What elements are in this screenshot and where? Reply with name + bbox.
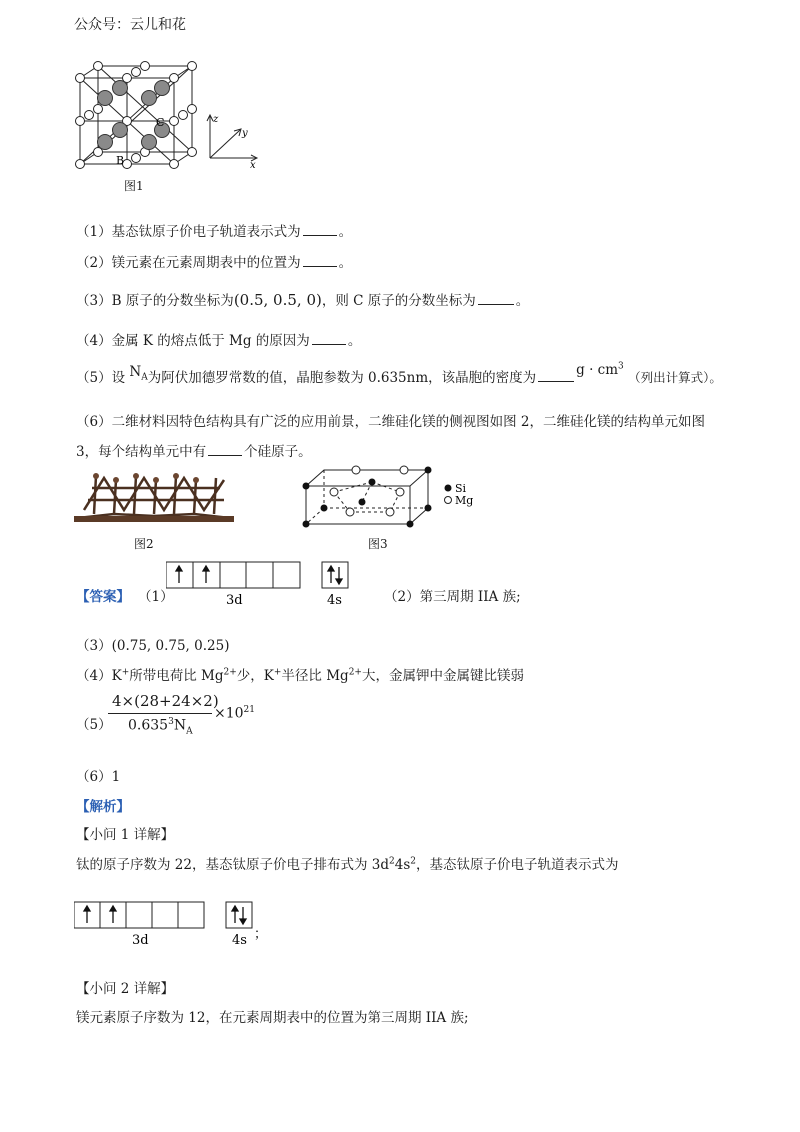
axis-z-label: z (213, 114, 219, 125)
figure-1-crystal-cell (70, 58, 270, 193)
answer-tag: 【答案】 (76, 589, 130, 605)
analysis-tag: 【解析】 (76, 799, 130, 815)
answer-6: （6）1 (76, 769, 121, 785)
account-header: 公众号：云儿和花 (74, 17, 186, 33)
fig3-caption: 图3 (368, 537, 388, 551)
question-2: （2）镁元素在元素周期表中的位置为 。 (76, 255, 353, 271)
question-5: （5）设 $N_A$为阿伏加德罗常数的值，晶胞参数为 0.635nm，该晶胞的密度为 $g \cdot cm^3$ （列出计算式）。 (76, 361, 722, 386)
sub2-text: 镁元素原子序数为 12，在元素周期表中的位置为第三周期 IIA 族; (76, 1010, 469, 1026)
axis-x-label: x (250, 160, 256, 171)
analysis-orbital-diagram (74, 900, 274, 950)
si-legend-icon (445, 485, 452, 492)
figure-3-structure-unit (300, 462, 490, 532)
question-6-line-2: 3，每个结构单元中有 个硅原子。 (76, 444, 312, 460)
answer-5-multiplier: $\times 10^{21}$ (214, 705, 255, 722)
answer-4: （4）K+所带电荷比 $Mg^{2+}$少，K+半径比 $Mg^{2+}$大，金属钾中金属键比镁弱 (76, 667, 524, 684)
answer-2: （2）第三周期 IIA 族; (384, 589, 521, 605)
answer-5-numerator: 4×(28+24×2) (112, 692, 219, 710)
analysis-orb-3d-label: 3d (132, 933, 149, 948)
sub2-title: 【小问 2 详解】 (76, 981, 175, 997)
answer-5-number: （5） (76, 717, 112, 733)
answer-5-denominator: $0.635^3N_A$ (128, 717, 193, 737)
figure-2-side-view (74, 470, 234, 530)
mg-legend-icon (445, 497, 452, 504)
fig2-caption: 图2 (134, 537, 154, 551)
answer-5-fraction-bar (108, 713, 212, 714)
question-4: （4）金属 K 的熔点低于 Mg 的原因为 。 (76, 333, 362, 349)
answer-1-orbital-diagram (166, 560, 356, 610)
answer-1-number: （1） (138, 589, 174, 605)
fig1-label-c: C (156, 116, 165, 129)
answer-orb-3d-label: 3d (226, 593, 243, 608)
axis-y-label: y (242, 128, 248, 139)
legend-si: Si (455, 482, 467, 495)
answer-3: （3）(0.75, 0.75, 0.25) (76, 638, 230, 654)
sub1-text: 钛的原子序数为 22，基态钛原子价电子排布式为 $3d^24s^2$，基态钛原子价电子轨道表示式为 (76, 856, 619, 873)
question-1: （1）基态钛原子价电子轨道表示式为 。 (76, 224, 353, 240)
analysis-orb-4s-label: 4s (232, 933, 247, 948)
answer-orb-4s-label: 4s (327, 593, 342, 608)
fig1-label-b: B (116, 154, 125, 167)
question-6-line-1: （6）二维材料因特色结构具有广泛的应用前景，二维硅化镁的侧视图如图 2，二维硅化镁的结构单元如图 (76, 414, 705, 430)
sub1-title: 【小问 1 详解】 (76, 827, 175, 843)
analysis-orb-end: ； (254, 927, 268, 942)
fig1-caption: 图1 (124, 179, 144, 193)
legend-mg: Mg (455, 494, 474, 507)
question-3: （3）B 原子的分数坐标为(0.5, 0.5, 0)，则 C 原子的分数坐标为 。 (76, 291, 530, 309)
